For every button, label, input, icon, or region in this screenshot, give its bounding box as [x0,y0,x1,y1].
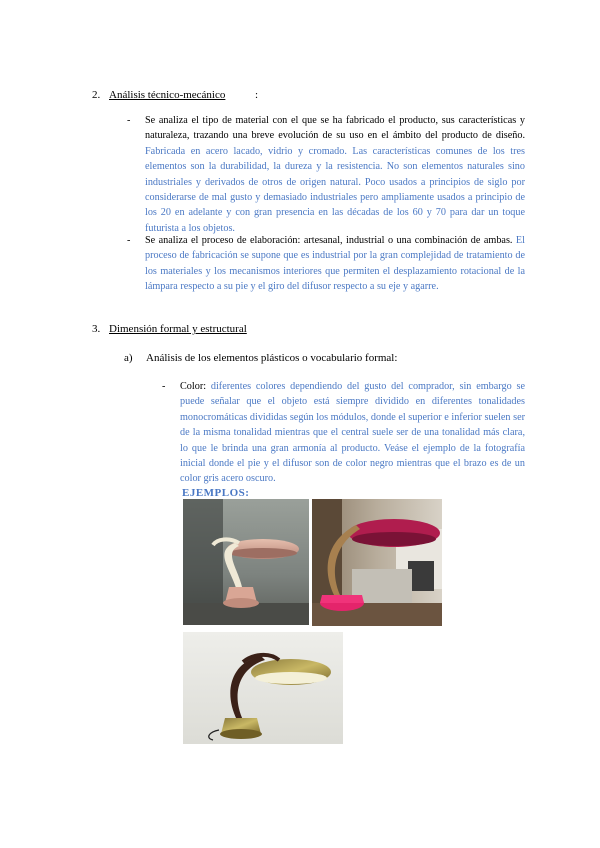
color-label: Color [180,381,204,392]
color-answer: diferentes colores dependiendo del gusto del comprador, sin embargo se puede señalar que el objeto está siempre dividido en diferentes tonalidades monocromáticas divididas según los módulos, donde el superior e inferior suelen ser de la misma tonalidad mientras que el central suele ser de una tonalidad más clara, lo que le brinda una gran armonía al producto. Veáse el ejemplo de la fotografía inicial donde el pie y el difusor son de color negro mientras que el brazo es de un color gris acero oscuro. [180,381,525,485]
process-answer: El proceso de fabricación se supone que es industrial por la gran complejidad de tratamiento de los materiales y los mecanismos interiores que permiten el desplazamiento rotacional de la lámpara respecto a su pie y el giro del difusor respecto a su eje y agarre. [145,235,525,293]
examples-label: EJEMPLOS: [182,487,250,499]
section-2-title: Análisis técnico-mecánico [109,89,226,101]
section-3-number: 3. [92,323,101,335]
material-answer: Fabricada en acero lacado, vidrio y cromado. Las características comunes de los tres elementos son la durabilidad, la dureza y la resistencia. No son elementos naturales sino industriales y derivados de otros de origen natural. Poco usados a principios de siglo por considerarse de mal gusto y demasiado industriales pero ampliamente usados a principio de los 20 en adelante y con gran presencia en las décadas de los 60 y 70 para dar un toque futurista a los objetos. [145,145,525,234]
lamp-photo-pink-cream [183,499,309,625]
lamp-brass-image [183,632,343,744]
lamp-photo-magenta-office [312,499,442,626]
color-bullet: - Color: diferentes colores dependiendo del gusto del comprador, sin embargo se puede señalar que el objeto está siempre dividido en diferentes tonalidades monocromáticas divididas según los módulos, donde el superior e inferior suelen ser de la misma tonalidad mientras que el central suele ser de una tonalidad más clara, lo que le brinda una gran armonía al producto. Veáse el ejemplo de la fotografía inicial donde el pie y el difusor son de color negro mientras que el brazo es de un color gris acero oscuro. [162,381,525,485]
section-3-heading [92,322,392,336]
subsection-a-title: Análisis de los elementos plásticos o vocabulario formal: [146,352,398,364]
lamp-pink-cream-image [183,499,309,625]
section-2-number: 2. [92,89,101,101]
material-bullet [127,113,525,236]
material-question: Se analiza el tipo de material con el que se ha fabricado el producto, sus características y naturaleza, trazando una breve evolución de su uso en el ámbito del producto de diseño. [145,115,525,142]
process-bullet [127,233,525,295]
lamp-magenta-image [312,499,442,626]
bullet-dash: - [127,235,131,246]
process-question: Se analiza el proceso de elaboración: artesanal, industrial o una combinación de ambas. [145,235,513,246]
subsection-a-letter: a) [124,352,133,364]
bullet-dash: - [162,381,166,392]
section-3-title: Dimensión formal y estructural [109,323,247,335]
section-2-heading: 2. Análisis técnico-mecánico : [92,89,259,101]
subsection-a-heading [124,351,464,365]
bullet-dash: - [127,115,131,126]
lamp-photo-brass-dark [183,632,343,744]
